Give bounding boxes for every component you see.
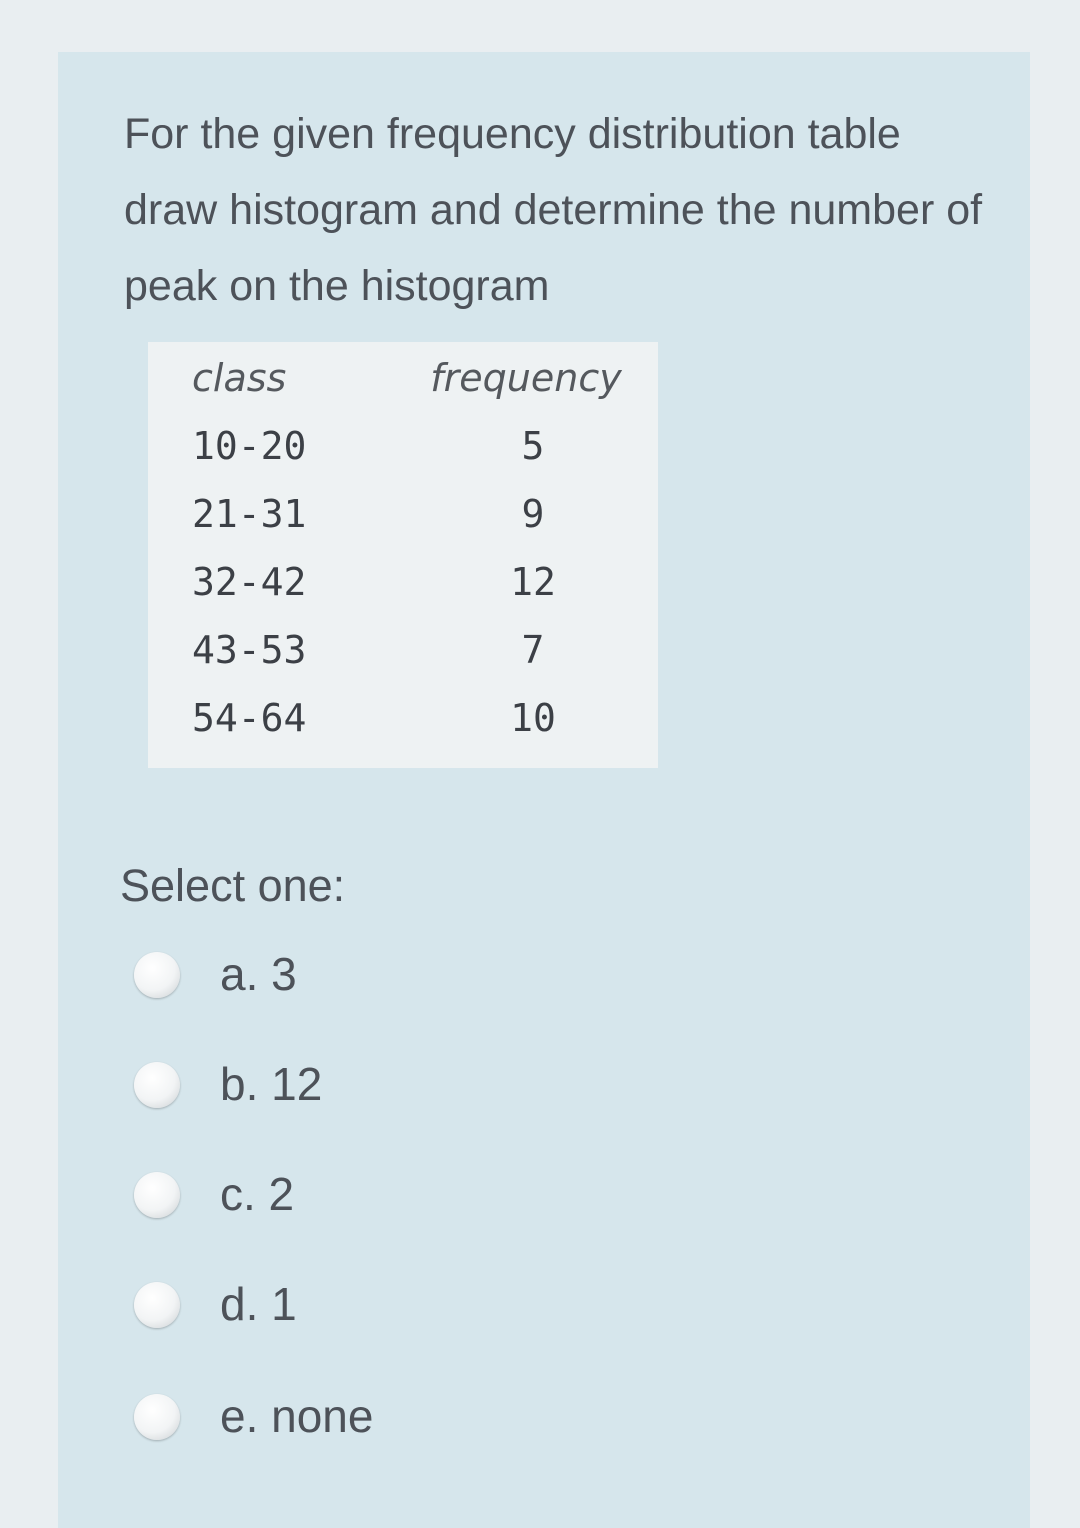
frequency-table [148,342,658,768]
class-cell: 43-53 [192,628,307,672]
radio-button-b[interactable] [134,1062,180,1108]
class-cell: 32-42 [192,560,307,604]
class-column-header: class [192,356,287,400]
option-c-label: c. 2 [220,1168,295,1220]
option-e[interactable] [134,1364,734,1464]
option-c[interactable] [134,1142,734,1242]
frequency-cell: 9 [521,492,545,536]
option-a-label: a. 3 [220,948,297,1000]
option-b-label: b. 12 [220,1058,323,1110]
question-text: For the given frequency distribution table draw histogram and determine the number of peak on the histogram [124,110,983,310]
table-row [148,616,658,684]
radio-button-a[interactable] [134,952,180,998]
table-row [148,412,658,480]
class-cell: 10-20 [192,424,307,468]
table-header-row [148,344,658,412]
option-d[interactable] [134,1252,734,1352]
frequency-cell: 12 [510,560,556,604]
option-d-label: d. 1 [220,1278,297,1330]
radio-button-c[interactable] [134,1172,180,1218]
class-cell: 21-31 [192,492,307,536]
option-e-label: e. none [220,1390,374,1442]
radio-button-e[interactable] [134,1394,180,1440]
table-row [148,548,658,616]
question-card [58,52,1030,1528]
frequency-cell: 10 [510,696,556,740]
frequency-column-header: frequency [430,356,622,400]
option-b[interactable] [134,1032,734,1132]
select-one-label: Select one: [120,860,346,911]
option-a[interactable] [134,922,734,1022]
radio-button-d[interactable] [134,1282,180,1328]
table-row [148,684,658,752]
frequency-cell: 5 [521,424,545,468]
class-cell: 54-64 [192,696,307,740]
frequency-cell: 7 [521,628,545,672]
table-row [148,480,658,548]
